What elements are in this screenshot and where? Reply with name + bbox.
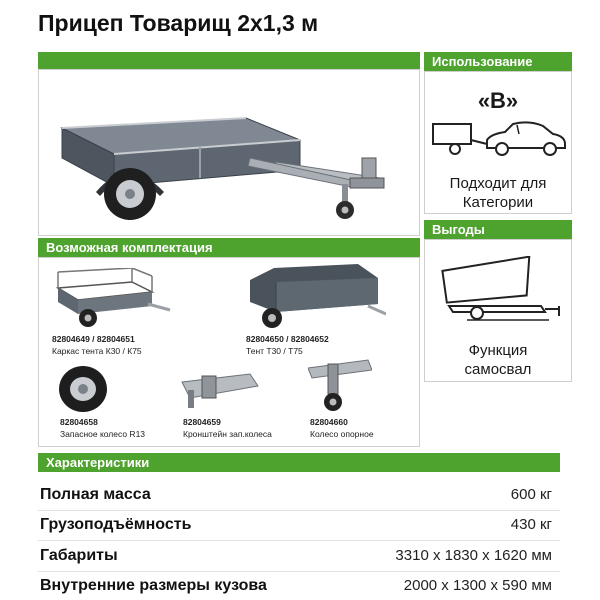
accessories-header: Возможная комплектация (38, 238, 420, 257)
accessory-code: 82804650 / 82804652 (246, 334, 329, 344)
wheel-bracket-image (180, 368, 260, 412)
spec-value-payload: 430 кг (510, 516, 552, 533)
accessory-name: Каркас тента К30 / К75 (52, 346, 142, 356)
jockey-wheel-image (308, 358, 372, 414)
product-image-header-bar (38, 52, 420, 69)
accessory-code: 82804659 (183, 417, 221, 427)
spec-label-inner-dimensions: Внутренние размеры кузова (40, 577, 267, 594)
tipper-function-icon (433, 256, 565, 326)
accessory-code: 82804660 (310, 417, 348, 427)
spec-value-dimensions: 3310 х 1830 х 1620 мм (395, 547, 552, 564)
benefits-text-line2: самосвал (464, 361, 532, 378)
usage-header: Использование (424, 52, 572, 71)
spec-divider (38, 510, 560, 511)
accessory-name: Тент Т30 / Т75 (246, 346, 303, 356)
car-with-trailer-icon (429, 118, 569, 158)
accessory-name: Колесо опорное (310, 429, 374, 439)
page-title: Прицеп Товарищ 2х1,3 м (38, 10, 319, 36)
benefits-header: Выгоды (424, 220, 572, 239)
usage-panel (424, 71, 572, 214)
accessory-name: Запасное колесо R13 (60, 429, 146, 439)
spec-value-total-mass: 600 кг (510, 486, 552, 503)
spec-divider (38, 571, 560, 572)
spec-label-payload: Грузоподъёмность (40, 516, 192, 533)
spec-label-total-mass: Полная масса (40, 486, 151, 503)
usage-text-line2: Категории (462, 194, 534, 211)
accessory-code: 82804658 (60, 417, 98, 427)
accessory-name: Кронштейн зап.колеса (183, 429, 272, 439)
license-category: «B» (477, 88, 519, 113)
spec-label-dimensions: Габариты (40, 547, 118, 564)
accessory-code: 82804649 / 82804651 (52, 334, 135, 344)
trailer-main-image (50, 100, 410, 230)
spare-wheel-image (56, 364, 110, 414)
benefits-panel (424, 239, 572, 382)
spec-divider (38, 540, 560, 541)
tent-cover-trailer-image (246, 262, 386, 332)
specs-header: Характеристики (38, 453, 560, 472)
usage-text-line1: Подходит для (449, 175, 547, 192)
tent-frame-trailer-image (52, 268, 172, 330)
spec-value-inner-dimensions: 2000 х 1300 х 590 мм (403, 577, 552, 594)
benefits-text-line1: Функция (468, 342, 528, 359)
